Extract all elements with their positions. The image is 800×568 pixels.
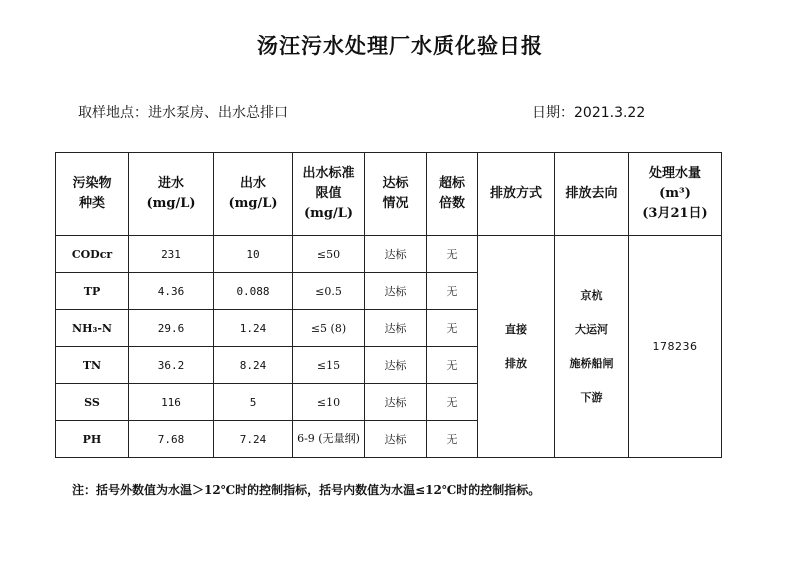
status-value: 达标 — [365, 273, 427, 310]
pollutant-name: TP — [56, 273, 129, 310]
exceed-value: 无 — [427, 347, 478, 384]
report-title: 汤汪污水处理厂水质化验日报 — [257, 34, 543, 58]
status-value: 达标 — [365, 384, 427, 421]
footnote: 注：括号外数值为水温＞12℃时的控制指标，括号内数值为水温≤12℃时的控制指标。 — [72, 483, 541, 497]
header-inflow: 进水 (mg/L) — [129, 153, 214, 236]
limit-value: ≤50 — [293, 236, 365, 273]
outflow-value: 8.24 — [214, 347, 293, 384]
inflow-value: 4.36 — [129, 273, 214, 310]
treated-volume-value: 178236 — [629, 236, 722, 458]
outflow-value: 0.088 — [214, 273, 293, 310]
inflow-value: 116 — [129, 384, 214, 421]
inflow-value: 231 — [129, 236, 214, 273]
outflow-value: 5 — [214, 384, 293, 421]
header-volume: 处理水量 (m³) (3月21日) — [629, 153, 722, 236]
inflow-value: 36.2 — [129, 347, 214, 384]
water-quality-table — [55, 152, 722, 458]
exceed-value: 无 — [427, 236, 478, 273]
status-value: 达标 — [365, 310, 427, 347]
pollutant-name: CODcr — [56, 236, 129, 273]
header-pollutant: 污染物 种类 — [56, 153, 129, 236]
header-limit: 出水标准 限值 (mg/L) — [293, 153, 365, 236]
pollutant-name: NH₃-N — [56, 310, 129, 347]
header-outflow: 出水 (mg/L) — [214, 153, 293, 236]
exceed-value: 无 — [427, 421, 478, 458]
limit-value: ≤10 — [293, 384, 365, 421]
header-row — [56, 153, 722, 236]
limit-value: 6-9 (无量纲) — [293, 421, 365, 458]
status-value: 达标 — [365, 421, 427, 458]
pollutant-name: PH — [56, 421, 129, 458]
pollutant-name: SS — [56, 384, 129, 421]
limit-value: ≤0.5 — [293, 273, 365, 310]
limit-value: ≤5 (8) — [293, 310, 365, 347]
outflow-value: 1.24 — [214, 310, 293, 347]
outflow-value: 7.24 — [214, 421, 293, 458]
sampling-location: 取样地点：进水泵房、出水总排口 — [78, 105, 288, 121]
header-status: 达标 情况 — [365, 153, 427, 236]
exceed-value: 无 — [427, 310, 478, 347]
header-discharge-dest: 排放去向 — [555, 153, 629, 236]
limit-value: ≤15 — [293, 347, 365, 384]
exceed-value: 无 — [427, 384, 478, 421]
table-row — [56, 236, 722, 273]
outflow-value: 10 — [214, 236, 293, 273]
report-date: 日期：2021.3.22 — [532, 105, 646, 121]
discharge-dest-cell: 京杭 大运河 施桥船闸 下游 — [555, 236, 629, 458]
header-exceed: 超标 倍数 — [427, 153, 478, 236]
exceed-value: 无 — [427, 273, 478, 310]
inflow-value: 29.6 — [129, 310, 214, 347]
pollutant-name: TN — [56, 347, 129, 384]
discharge-mode-cell: 直接 排放 — [478, 236, 555, 458]
status-value: 达标 — [365, 347, 427, 384]
header-discharge-mode: 排放方式 — [478, 153, 555, 236]
inflow-value: 7.68 — [129, 421, 214, 458]
status-value: 达标 — [365, 236, 427, 273]
